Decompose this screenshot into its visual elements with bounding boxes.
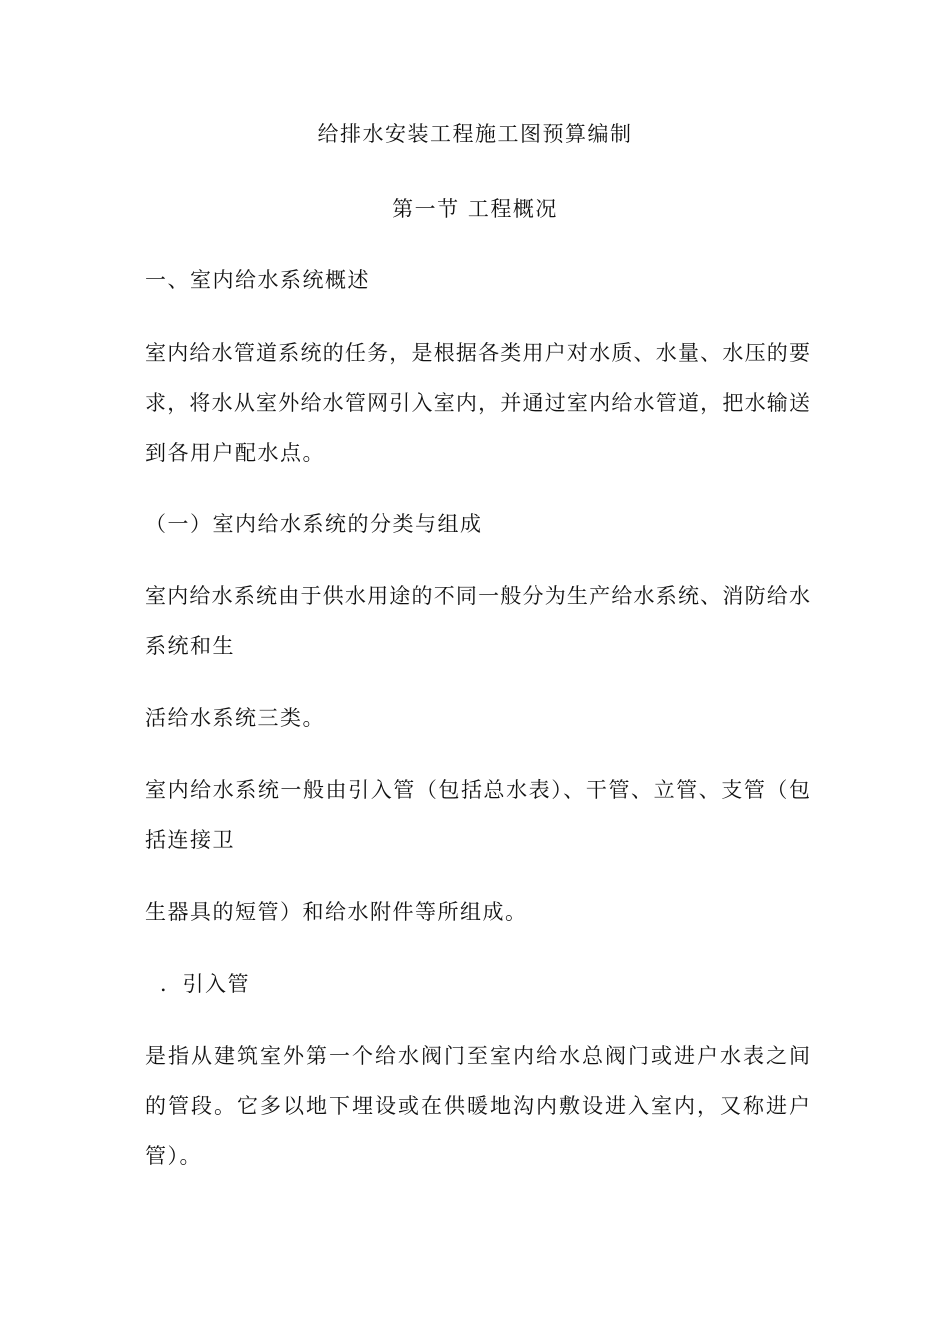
heading-indoor-water-supply: 一、室内给水系统概述	[145, 268, 370, 292]
paragraph-line: 室内给水系统一般由引入管（包括总水表）、干管、立管、支管（包	[145, 778, 810, 802]
subheading-classification: （一）室内给水系统的分类与组成	[145, 512, 483, 536]
paragraph-line: 括连接卫	[145, 828, 235, 852]
paragraph-line: 活给水系统三类。	[145, 706, 325, 730]
paragraph-line: 管）。	[145, 1144, 202, 1168]
paragraph-line: 室内给水系统由于供水用途的不同一般分为生产给水系统、消防给水	[145, 584, 810, 608]
paragraph-line: 系统和生	[145, 634, 235, 658]
paragraph-line: 生器具的短管）和给水附件等所组成。	[145, 900, 528, 924]
section-heading: 第一节 工程概况	[392, 197, 558, 221]
paragraph-line: 到各用户配水点。	[145, 441, 325, 465]
paragraph-line: 的管段。它多以地下埋设或在供暖地沟内敷设进入室内，又称进户	[145, 1094, 810, 1118]
paragraph-line: 求，将水从室外给水管网引入室内，并通过室内给水管道，把水输送	[145, 391, 810, 415]
list-item-inlet-pipe: ．引入管	[160, 972, 250, 996]
document-title: 给排水安装工程施工图预算编制	[317, 122, 633, 146]
paragraph-line: 是指从建筑室外第一个给水阀门至室内给水总阀门或进户水表之间	[145, 1044, 810, 1068]
paragraph-line: 室内给水管道系统的任务，是根据各类用户对水质、水量、水压的要	[145, 341, 810, 365]
